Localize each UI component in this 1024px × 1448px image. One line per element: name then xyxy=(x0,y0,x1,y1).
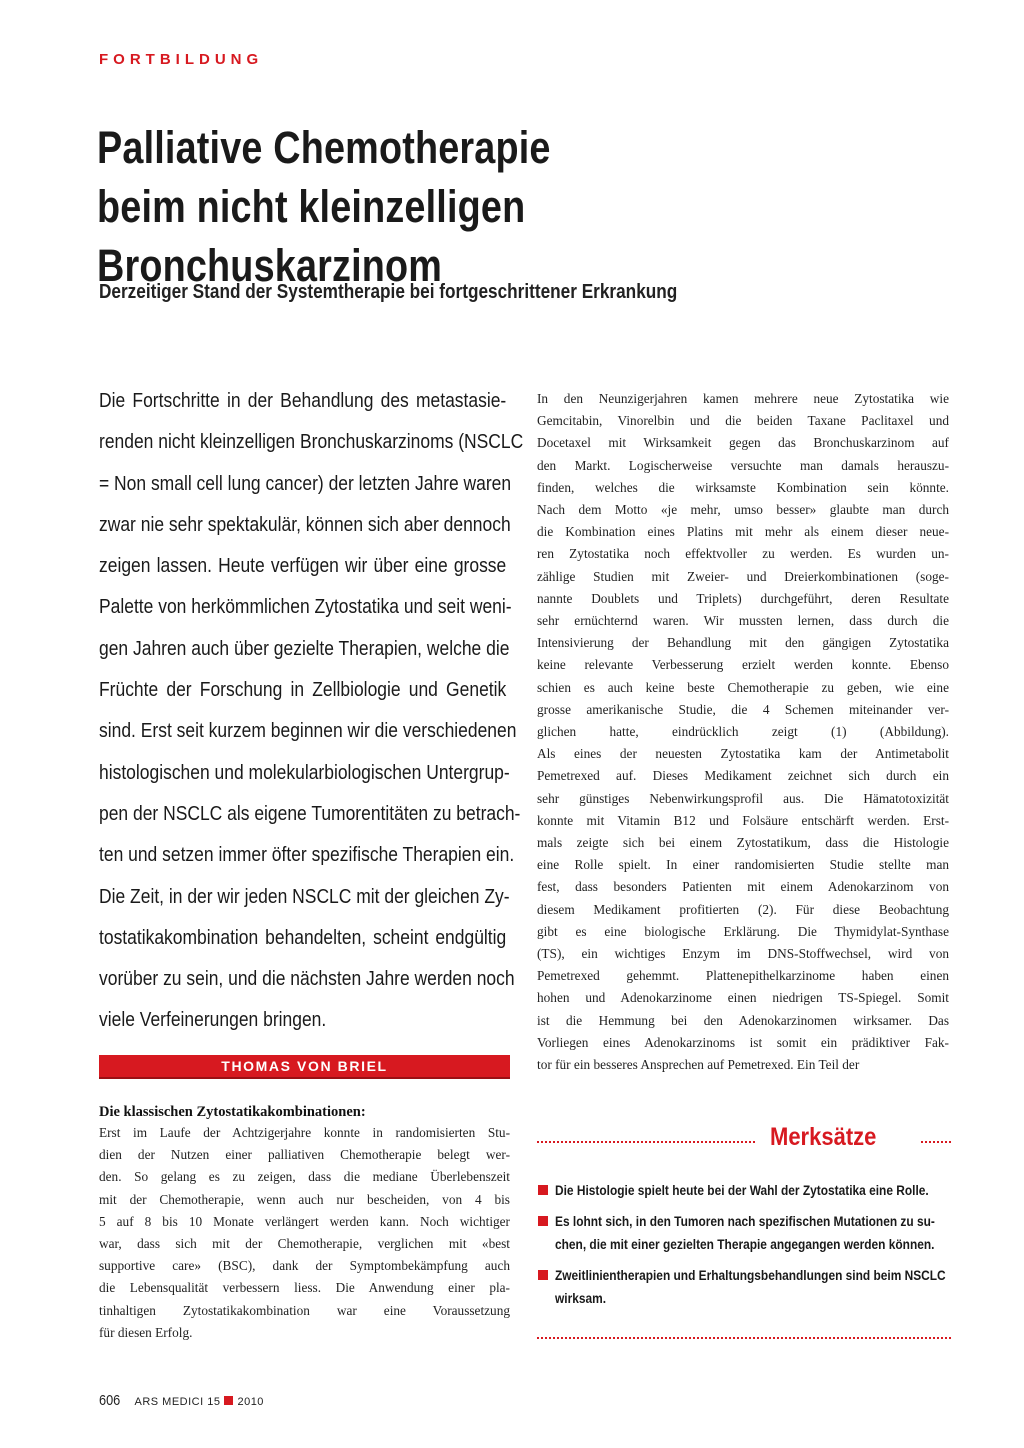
text-line: Intensivierung der Behandlung mit den gängigen Zytostatika xyxy=(537,635,949,651)
text-line: grosse amerikanische Studie, die 4 Schemen miteinander ver- xyxy=(537,701,949,717)
text-line: tinhaltigen Zytostatikakombination war eine Voraussetzung xyxy=(99,1302,510,1318)
text-line: Als eines der neuesten Zytostatika kam der Antimetabolit xyxy=(537,746,949,762)
text-line: supportive care» (BSC), dank der Symptombekämpfung auch xyxy=(99,1258,510,1274)
text-line: konnte mit Vitamin B12 und Folsäure entschärft werden. Erst- xyxy=(537,812,949,828)
text-line: schien es auch keine beste Chemotherapie zu geben, wie eine xyxy=(537,679,949,695)
merksatz-text xyxy=(555,1211,950,1257)
square-bullet-icon xyxy=(224,1396,233,1405)
text-line: eine Rolle spielt. In einer randomisierten Studie stellte man xyxy=(537,857,949,873)
text-line: gen Jahren auch über gezielte Therapien, welche die xyxy=(99,636,510,660)
merksatz-text xyxy=(555,1265,950,1311)
text-line: den Markt. Logischerweise versuchte man damals herauszu- xyxy=(537,457,949,473)
merksatz-line: Zweitlinientherapien und Erhaltungsbehandlungen sind beim NSCLC xyxy=(555,1268,946,1284)
text-line: hohen und Adenokarzinome einen niedrigen TS-Spiegel. Somit xyxy=(537,990,949,1006)
right-column-text xyxy=(537,388,949,1076)
text-line: Nach dem Motto «je mehr, umso besser» glaubte man durch xyxy=(537,502,949,518)
square-bullet-icon xyxy=(538,1185,548,1195)
text-line: mals zeigte sich bei einem Zytostatikum, dass die Histologie xyxy=(537,835,949,851)
text-line: zählige Studien mit Zweier- und Dreierkombinationen (soge- xyxy=(537,568,949,584)
text-line: 5 auf 8 bis 10 Monate verlängert werden kann. Noch wichtiger xyxy=(99,1213,510,1229)
text-line: sehr günstiges Nebenwirkungsprofil aus. Die Hämatotoxizität xyxy=(537,790,949,806)
title-line: beim nicht kleinzelligen Bronchuskarzinom xyxy=(97,181,526,291)
text-line: Die Zeit, in der wir jeden NSCLC mit der gleichen Zy- xyxy=(99,884,510,908)
text-line: gibt es eine biologische Erklärung. Die Thymidylat-Synthase xyxy=(537,923,949,939)
text-line: fest, dass besonders Patienten mit einem Adenokarzinom von xyxy=(537,879,949,895)
text-line: zeigen lassen. Heute verfügen wir über eine grosse xyxy=(99,554,507,578)
author-bar xyxy=(99,1055,510,1079)
text-line: tor für ein besseres Ansprechen auf Pemetrexed. Ein Teil der xyxy=(537,1057,860,1073)
merksaetze-header xyxy=(537,1122,951,1152)
dotted-rule xyxy=(537,1141,755,1143)
merksatz-line: Es lohnt sich, in den Tumoren nach spezifischen Mutationen zu su- xyxy=(555,1214,935,1230)
text-line: histologischen und molekularbiologischen Untergrup- xyxy=(99,760,510,784)
merksaetze-list xyxy=(537,1180,951,1319)
text-line: finden, welches die wirksamste Kombination sein könnte. xyxy=(537,479,949,495)
merksatz-line: chen, die mit einer gezielten Therapie angegangen werden können. xyxy=(555,1237,935,1253)
title-line: Palliative Chemotherapie xyxy=(97,122,551,173)
page-number: 606 xyxy=(99,1392,121,1409)
merksatz-item xyxy=(537,1211,951,1257)
text-line: den. So gelang es zu zeigen, dass die mediane Überlebenszeit xyxy=(99,1169,510,1185)
merksatz-item xyxy=(537,1180,951,1203)
text-line: Pemetrexed gehemmt. Plattenepithelkarzinome haben einen xyxy=(537,968,949,984)
text-line: mit der Chemotherapie, wenn auch nur bescheiden, von 4 bis xyxy=(99,1191,510,1207)
text-line: zwar nie sehr spektakulär, können sich aber dennoch xyxy=(99,512,511,536)
text-line: sind. Erst seit kurzem beginnen wir die verschiedenen xyxy=(99,719,517,743)
square-bullet-icon xyxy=(538,1216,548,1226)
publication-year: 2010 xyxy=(237,1396,264,1408)
text-line: tostatikakombination behandelten, scheint endgültig xyxy=(99,925,507,949)
section-label: FORTBILDUNG xyxy=(99,51,264,68)
text-line: ist die Hemmung bei den Adenokarzinomen wirksamer. Das xyxy=(537,1012,949,1028)
text-line: für diesen Erfolg. xyxy=(99,1324,193,1340)
text-line: diesem Medikament profitierten (2). Für diese Beobachtung xyxy=(537,901,949,917)
left-column-text xyxy=(99,1122,510,1344)
left-column xyxy=(99,1102,510,1344)
article-subtitle: Derzeitiger Stand der Systemtherapie bei fortgeschrittener Erkrankung xyxy=(99,281,678,303)
text-line: die Lebensqualität verbessern liess. Die Anwendung einer pla- xyxy=(99,1280,510,1296)
text-line: viele Verfeinerungen bringen. xyxy=(99,1008,327,1032)
text-line: keine relevante Verbesserung erzielt werden konnte. Ebenso xyxy=(537,657,949,673)
text-line: Docetaxel mit Wirksamkeit gegen das Bronchuskarzinom auf xyxy=(537,435,949,451)
text-line: = Non small cell lung cancer) der letzten Jahre waren xyxy=(99,471,512,495)
merksatz-line: Die Histologie spielt heute bei der Wahl der Zytostatika eine Rolle. xyxy=(555,1183,929,1199)
section-heading: Die klassischen Zytostatikakombinationen: xyxy=(99,1104,366,1120)
page-footer xyxy=(99,1392,264,1410)
text-line: ten und setzen immer öfter spezifische Therapien ein. xyxy=(99,843,515,867)
text-line: Pemetrexed auf. Dieses Medikament zeichnet sich durch ein xyxy=(537,768,949,784)
text-line: pen der NSCLC als eigene Tumorentitäten zu betrach- xyxy=(99,801,521,825)
dotted-rule xyxy=(921,1141,951,1143)
merksatz-item xyxy=(537,1265,951,1311)
article-title xyxy=(97,118,836,295)
merksatz-text xyxy=(555,1180,950,1203)
text-line: glichen hatte, eindrücklich zeigt (1) (Abbildung). xyxy=(537,724,949,740)
author-name: THOMAS VON BRIEL xyxy=(221,1058,388,1074)
text-line: Die Fortschritte in der Behandlung des metastasie- xyxy=(99,389,507,412)
text-line: dien der Nutzen einer palliativen Chemotherapie belegt wer- xyxy=(99,1147,510,1163)
text-line: Erst im Laufe der Achtzigerjahre konnte in randomisierten Stu- xyxy=(99,1125,510,1140)
text-line: Früchte der Forschung in Zellbiologie und Genetik xyxy=(99,678,507,702)
text-line: war, dass sich mit der Chemotherapie, verglichen mit «best xyxy=(99,1236,510,1252)
text-line: die Kombination eines Platins mit mehr als einem dieser neue- xyxy=(537,524,949,540)
text-line: Vorliegen eines Adenokarzinoms ist somit ein prädiktiver Fak- xyxy=(537,1034,949,1050)
text-line: Palette von herkömmlichen Zytostatika und seit weni- xyxy=(99,595,512,619)
text-line: (TS), ein wichtiges Enzym im DNS-Stoffwechsel, wird von xyxy=(537,946,949,962)
merksaetze-title: Merksätze xyxy=(770,1123,877,1151)
lead-paragraph xyxy=(99,380,524,1041)
square-bullet-icon xyxy=(538,1270,548,1280)
text-line: Gemcitabin, Vinorelbin und die beiden Taxane Paclitaxel und xyxy=(537,413,949,429)
text-line: In den Neunzigerjahren kamen mehrere neue Zytostatika wie xyxy=(537,391,949,406)
text-line: ren Zytostatika noch effektvoller zu werden. Es wurden un- xyxy=(537,546,949,562)
publication-name: ARS MEDICI 15 xyxy=(134,1396,221,1408)
text-line: renden nicht kleinzelligen Bronchuskarzinoms (NSCLC xyxy=(99,430,524,454)
dotted-rule-bottom xyxy=(537,1337,951,1339)
text-line: nannte Doublets und Triplets) durchgeführt, deren Resultate xyxy=(537,590,949,606)
merksatz-line: wirksam. xyxy=(555,1291,607,1307)
text-line: vorüber zu sein, und die nächsten Jahre werden noch xyxy=(99,967,515,991)
text-line: sehr ernüchternd waren. Wir mussten lernen, dass durch die xyxy=(537,613,949,629)
